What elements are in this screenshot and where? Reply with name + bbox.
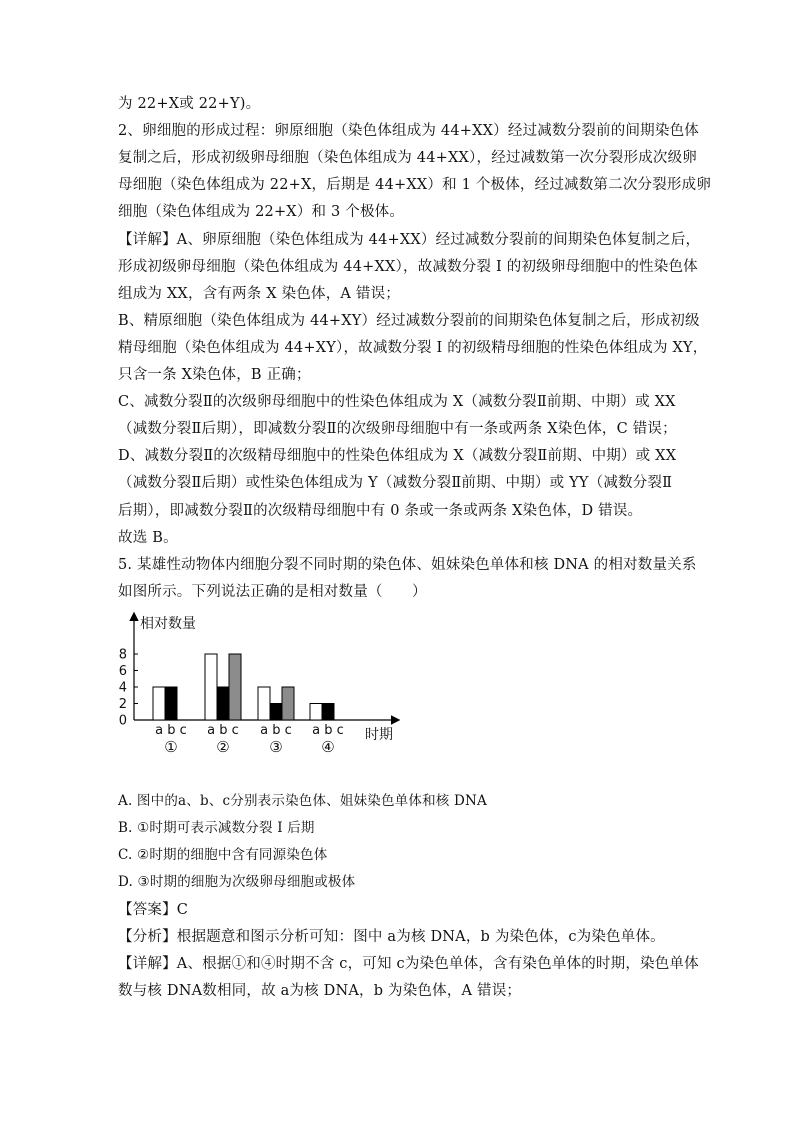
text-line-5: 细胞（染色体组成为 22+X）和 3 个极体。 [118, 204, 405, 221]
text-line-6: 【详解】A、卵原细胞（染色体组成为 44+XX）经过减数分裂前的间期染色体复制之后， [118, 231, 701, 248]
text-line-11: 只含一条 X染色体，B 正确； [118, 367, 311, 383]
bar-letters-label: a b c [207, 723, 239, 738]
text-line-18: 5. 某雄性动物体内细胞分裂不同时期的染色体、姐妹染色单体和核 DNA 的相对数量关系 [118, 556, 697, 573]
bar-a-2 [205, 654, 217, 720]
bar-a-4 [310, 704, 322, 721]
text-line-16: 后期），即减数分裂Ⅱ的次级精母细胞中有 0 条或一条或两条 X染色体，D 错误。 [118, 502, 643, 519]
bar-b-2 [217, 687, 229, 720]
text-line-19: 如图所示。下列说法正确的是相对数量（ ） [118, 583, 427, 600]
bar-c-3 [282, 687, 294, 720]
answer-line-1: 【答案】C [118, 902, 189, 918]
text-line-7: 形成初级卵母细胞（染色体组成为 44+XX），故减数分裂 I 的初级卵母细胞中的性染色体 [118, 258, 698, 275]
text-line-9: B、精原细胞（染色体组成为 44+XY）经过减数分裂前的间期染色体复制之后，形成初级 [118, 312, 700, 329]
bar-b-3 [270, 704, 282, 721]
text-line-17: 故选 B。 [118, 529, 178, 546]
bar-a-1 [153, 687, 165, 720]
text-line-4: 母细胞（染色体组成为 22+X，后期是 44+XX）和 1 个极体，经过减数第二次分裂形成卵 [118, 177, 712, 194]
bar-b-1 [165, 687, 177, 720]
y-tick-label: 0 [118, 713, 127, 729]
text-line-3: 复制之后，形成初级卵母细胞（染色体组成为 44+XX），经过减数第一次分裂形成次级卵 [118, 150, 698, 167]
bar-letters-label: a b c [155, 723, 187, 738]
text-line-10: 精母细胞（染色体组成为 44+XY），故减数分裂 I 的初级精母细胞的性染色体组成为 XY， [118, 339, 708, 356]
text-line-15: （减数分裂Ⅱ后期）或性染色体组成为 Y（减数分裂Ⅱ前期、中期）或 YY（减数分裂Ⅱ [118, 475, 673, 492]
text-line-2: 2、卵细胞的形成过程：卵原细胞（染色体组成为 44+XX）经过减数分裂前的间期染色体 [118, 123, 699, 140]
bar-c-2 [229, 654, 241, 720]
y-axis-label: 相对数量 [140, 616, 196, 632]
text-line-14: D、减数分裂Ⅱ的次级精母细胞中的性染色体组成为 X（减数分裂Ⅱ前期、中期）或 XX [118, 448, 677, 465]
answer-line-4: 数与核 DNA数相同，故 a为核 DNA，b 为染色体，A 错误； [118, 983, 522, 999]
answer-line-2: 【分析】根据题意和图示分析可知：图中 a为核 DNA，b 为染色体，c为染色单体。 [118, 929, 665, 945]
option-line-4: D. ③时期的细胞为次级卵母细胞或极体 [118, 874, 356, 890]
text-line-13: （减数分裂Ⅱ后期），即减数分裂Ⅱ的次级卵母细胞中有一条或两条 X染色体，C 错误； [118, 421, 677, 438]
text-line-8: 组成为 XX，含有两条 X 染色体，A 错误； [118, 285, 400, 302]
y-tick-label: 4 [118, 680, 127, 696]
bar-letters-label: a b c [260, 723, 292, 738]
category-label: ④ [321, 738, 335, 756]
bar-b-4 [322, 704, 334, 721]
bar-letters-label: a b c [312, 723, 344, 738]
option-line-2: B. ①时期可表示减数分裂 I 后期 [118, 820, 315, 836]
answer-line-3: 【详解】A、根据①和④时期不含 c，可知 c为染色单体，含有染色单体的时期，染色单体 [118, 956, 699, 972]
option-line-1: A. 图中的a、b、c分别表示染色体、姐妹染色单体和核 DNA [118, 793, 487, 809]
bar-chart [118, 610, 418, 760]
text-line-1: 为 22+X或 22+Y)。 [118, 96, 261, 112]
x-axis-label: 时期 [365, 727, 393, 743]
y-tick-label: 8 [118, 647, 127, 663]
category-label: ① [164, 738, 178, 756]
category-label: ② [216, 738, 230, 756]
y-tick-label: 2 [118, 697, 127, 712]
category-label: ③ [269, 738, 283, 756]
bar-a-3 [258, 687, 270, 720]
option-line-3: C. ②时期的细胞中含有同源染色体 [118, 847, 328, 863]
text-line-12: C、减数分裂Ⅱ的次级卵母细胞中的性染色体组成为 X（减数分裂Ⅱ前期、中期）或 XX [118, 394, 676, 411]
y-tick-label: 6 [118, 664, 127, 679]
